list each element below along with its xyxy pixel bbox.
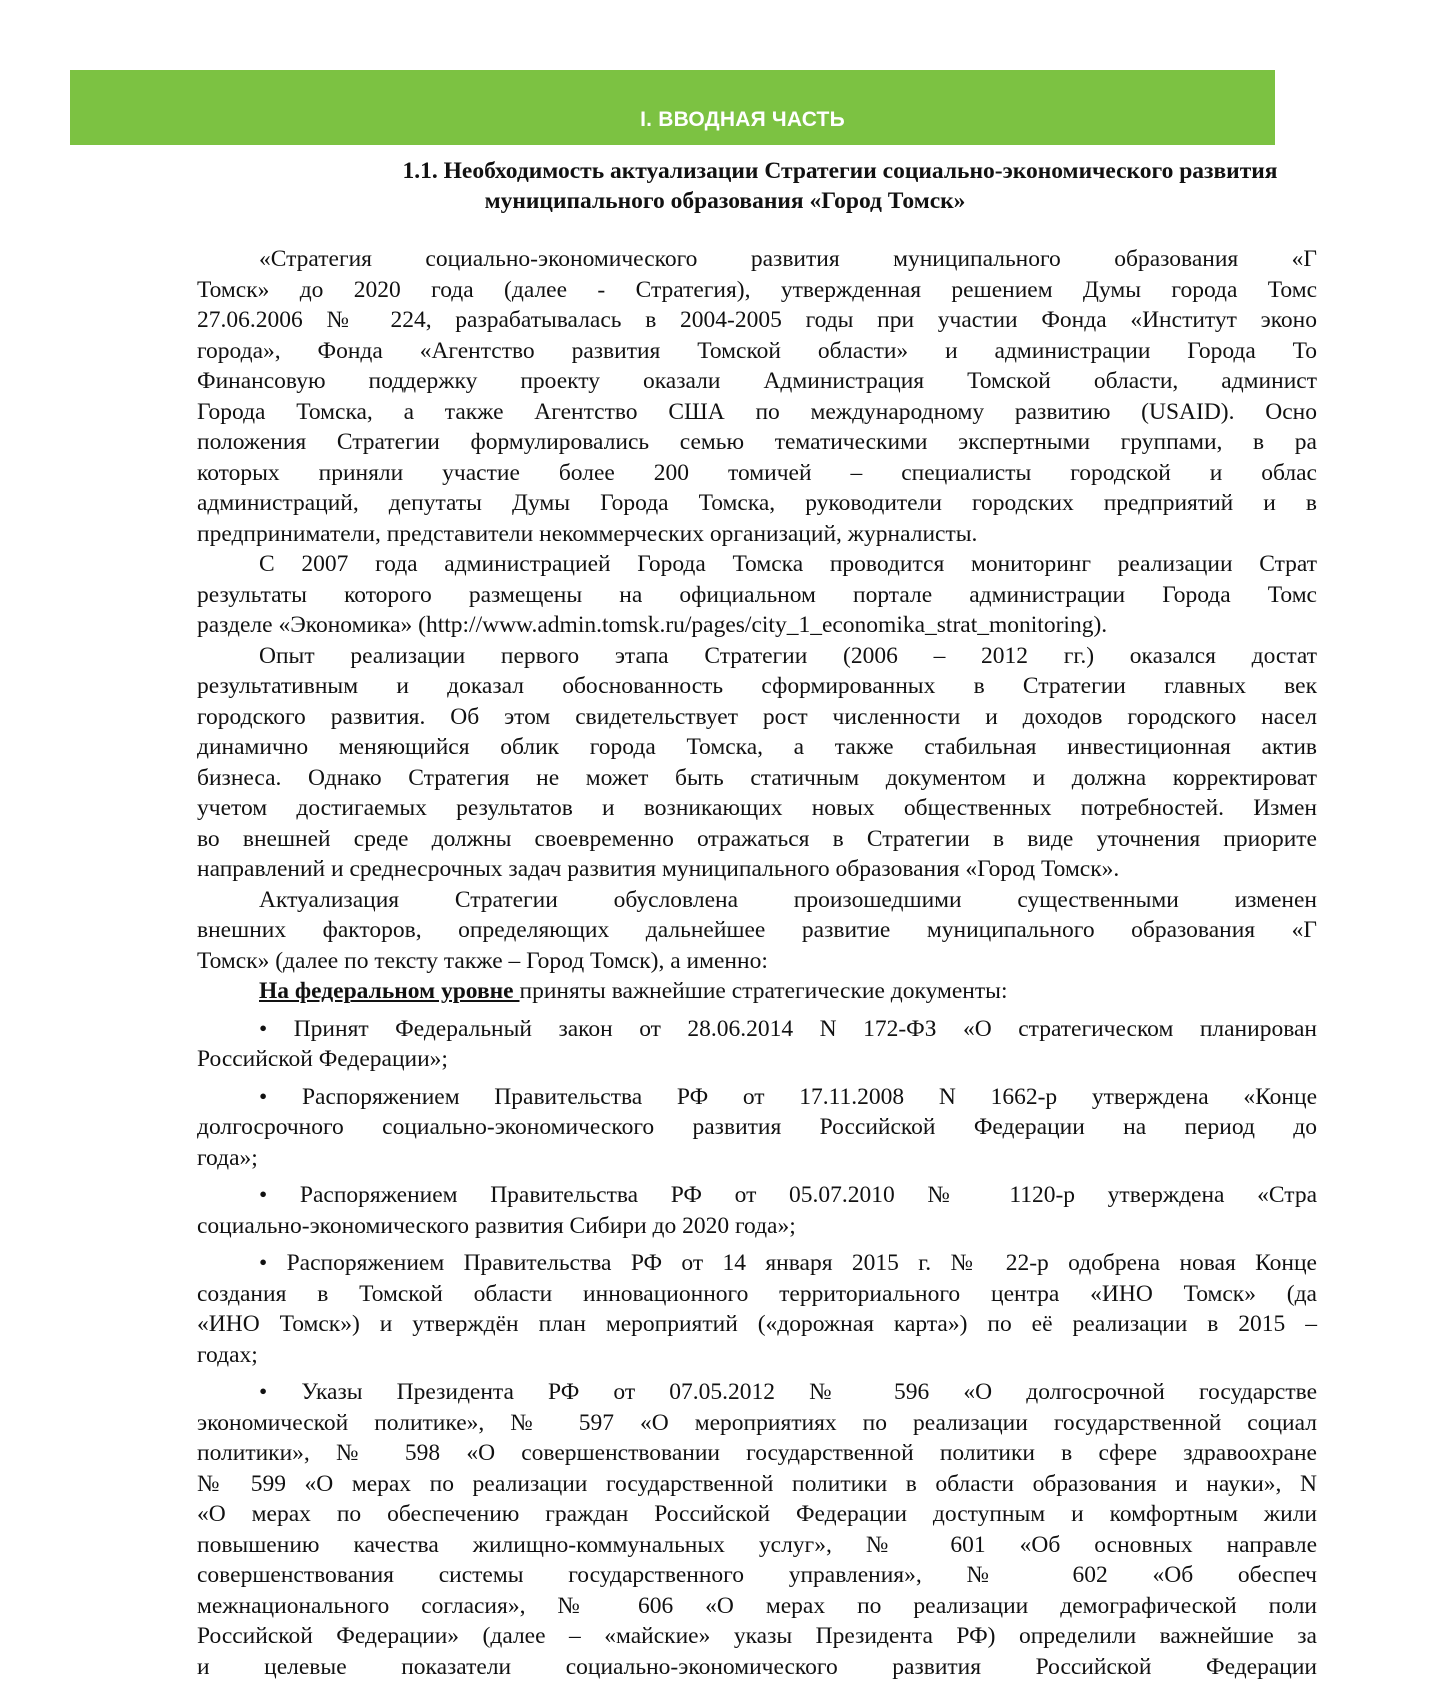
text-line: • Распоряжением Правительства РФ от 05.07.2010 № 1120-р утверждена «Стра — [197, 1180, 1317, 1211]
text-line: которых приняли участие более 200 томичей – специалисты городской и облас — [197, 458, 1317, 489]
text-line: внешних факторов, определяющих дальнейшее развитие муниципального образования «Г — [197, 915, 1317, 946]
text-line: межнационального согласия», № 606 «О мерах по реализации демографической поли — [197, 1591, 1317, 1622]
paragraph — [197, 549, 1317, 641]
text-line: Томск» (далее по тексту также – Город Томск), а именно: — [197, 946, 1317, 977]
text-line: Томск» до 2020 года (далее - Стратегия), утвержденная решением Думы города Томс — [197, 275, 1317, 306]
text-line: экономической политике», № 597 «О мероприятиях по реализации государственной социал — [197, 1408, 1317, 1439]
text-line: годах; — [197, 1340, 1317, 1371]
text-line: повышению качества жилищно-коммунальных услуг», № 601 «Об основных направле — [197, 1530, 1317, 1561]
text-line: результативным и доказал обоснованность сформированных в Стратегии главных век — [197, 671, 1317, 702]
section-heading-line-2: муниципального образования «Город Томск» — [20, 186, 1430, 216]
text-line: и целевые показатели социально-экономического развития Российской Федерации — [197, 1652, 1317, 1682]
document-body — [197, 244, 1317, 1682]
section-heading-line-1: 1.1. Необходимость актуализации Стратегии социально-экономического развития — [250, 156, 1430, 186]
text-line: учетом достигаемых результатов и возникающих новых общественных потребностей. Измен — [197, 793, 1317, 824]
text-line: «О мерах по обеспечению граждан Российской Федерации доступным и комфортным жили — [197, 1499, 1317, 1530]
text-line: направлений и среднесрочных задач развития муниципального образования «Город Томск». — [197, 854, 1317, 885]
text-line: предприниматели, представители некоммерческих организаций, журналисты. — [197, 519, 1317, 550]
text-line: результаты которого размещены на официальном портале администрации Города Томс — [197, 580, 1317, 611]
text-line: «Стратегия социально-экономического развития муниципального образования «Г — [197, 244, 1317, 275]
text-line: Финансовую поддержку проекту оказали Администрация Томской области, админист — [197, 366, 1317, 397]
text-line: Актуализация Стратегии обусловлена произошедшими существенными изменен — [197, 885, 1317, 916]
paragraph — [197, 641, 1317, 885]
text-line: бизнеса. Однако Стратегия не может быть статичным документом и должна корректироват — [197, 763, 1317, 794]
section-heading — [250, 156, 1430, 216]
text-line: № 599 «О мерах по реализации государственной политики в области образования и науки», N — [197, 1469, 1317, 1500]
text-line: динамично меняющийся облик города Томска, а также стабильная инвестиционная актив — [197, 732, 1317, 763]
text-line: • Распоряжением Правительства РФ от 17.11.2008 N 1662-р утверждена «Конце — [197, 1082, 1317, 1113]
paragraph — [197, 885, 1317, 977]
text-line: «ИНО Томск») и утверждён план мероприятий («дорожная карта») по её реализации в 2015 – — [197, 1309, 1317, 1340]
text-line: городского развития. Об этом свидетельствует рост численности и доходов городского насел — [197, 702, 1317, 733]
text-line: С 2007 года администрацией Города Томска проводится мониторинг реализации Страт — [197, 549, 1317, 580]
bullet-item — [197, 1377, 1317, 1682]
text-line: долгосрочного социально-экономического развития Российской Федерации на период до — [197, 1112, 1317, 1143]
bullet-item — [197, 1014, 1317, 1075]
text-line: Российской Федерации» (далее – «майские» указы Президента РФ) определили важнейшие за — [197, 1621, 1317, 1652]
bullet-item — [197, 1180, 1317, 1241]
text-line: социально-экономического развития Сибири до 2020 года»; — [197, 1211, 1317, 1242]
text-line: разделе «Экономика» (http://www.admin.tomsk.ru/pages/city_1_economika_strat_monitoring). — [197, 610, 1317, 641]
text-line: во внешней среде должны своевременно отражаться в Стратегии в виде уточнения приорите — [197, 824, 1317, 855]
text-line: политики», № 598 «О совершенствовании государственной политики в сфере здравоохране — [197, 1438, 1317, 1469]
bullet-item — [197, 1082, 1317, 1174]
text-line: Опыт реализации первого этапа Стратегии (2006 – 2012 гг.) оказался достат — [197, 641, 1317, 672]
bullet-item — [197, 1248, 1317, 1370]
text-line: положения Стратегии формулировались семью тематическими экспертными группами, в ра — [197, 427, 1317, 458]
text-line: создания в Томской области инновационного территориального центра «ИНО Томск» (да — [197, 1279, 1317, 1310]
text-line: администраций, депутаты Думы Города Томска, руководители городских предприятий и в — [197, 488, 1317, 519]
text-line: • Распоряжением Правительства РФ от 14 января 2015 г. № 22-р одобрена новая Конце — [197, 1248, 1317, 1279]
federal-level-text: приняты важнейшие стратегические документы: — [520, 978, 1008, 1004]
federal-level-label: На федеральном уровне — [259, 978, 520, 1004]
text-line: города», Фонда «Агентство развития Томской области» и администрации Города То — [197, 336, 1317, 367]
paragraph — [197, 244, 1317, 549]
federal-level-line — [197, 976, 1317, 1007]
text-line: Российской Федерации»; — [197, 1044, 1317, 1075]
banner-title: I. ВВОДНАЯ ЧАСТЬ — [0, 108, 1275, 132]
text-line: • Принят Федеральный закон от 28.06.2014 N 172-ФЗ «О стратегическом планирован — [197, 1014, 1317, 1045]
text-line: 27.06.2006 № 224, разрабатывалась в 2004-2005 годы при участии Фонда «Институт эконо — [197, 305, 1317, 336]
text-line: • Указы Президента РФ от 07.05.2012 № 596 «О долгосрочной государстве — [197, 1377, 1317, 1408]
text-line — [197, 976, 1317, 1007]
text-line: Города Томска, а также Агентство США по международному развитию (USAID). Осно — [197, 397, 1317, 428]
text-line: года»; — [197, 1143, 1317, 1174]
text-line: совершенствования системы государственного управления», № 602 «Об обеспеч — [197, 1560, 1317, 1591]
